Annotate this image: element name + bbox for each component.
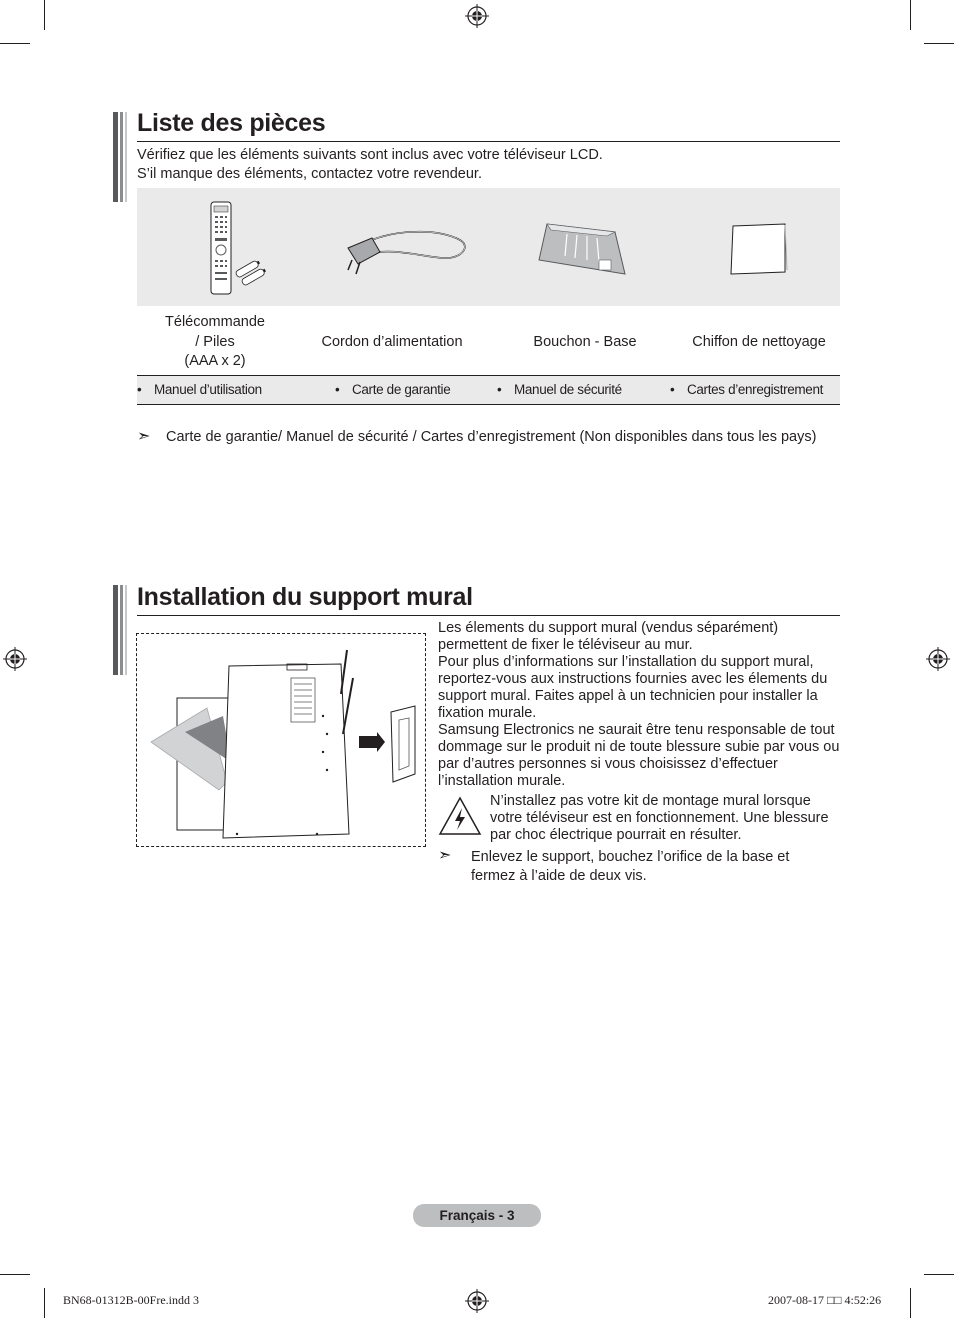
registration-mark-icon <box>465 4 489 28</box>
accessory-item: • Carte de garantie <box>335 382 451 397</box>
accessory-item: • Manuel de sécurité <box>497 382 622 397</box>
crop-mark <box>924 43 954 44</box>
registration-mark-icon <box>926 647 950 671</box>
availability-note: Carte de garantie/ Manuel de sécurité / Cartes d’enregistrement (Non disponibles dans tous les pays) <box>166 429 817 445</box>
part-label-cleaning-cloth: Chiffon de nettoyage <box>692 334 826 350</box>
crop-mark <box>0 1274 30 1275</box>
crop-mark <box>910 1288 911 1318</box>
crop-mark <box>0 43 30 44</box>
footer-file-name: BN68-01312B-00Fre.indd 3 <box>63 1293 199 1307</box>
accessory-item: • Manuel d’utilisation <box>137 382 262 397</box>
description-paragraph: Samsung Electronics ne saurait être tenu responsable de tout dommage sur le produit ni de toute blessure subie par vous ou par d’autres personnes si vous choisissez d’effectuer l’installation murale. <box>438 722 840 789</box>
wall-mount-diagram-icon <box>137 634 425 846</box>
accessory-item: • Cartes d’enregistrement <box>670 382 824 397</box>
cleaning-cloth-icon <box>727 222 789 278</box>
description-paragraph: Pour plus d’informations sur l’installation du support mural, reportez-vous aux instructions fournies avec les élements du support mural. Faites appel à un technicien pour installer la fixation murale. <box>438 654 828 721</box>
page-number-badge: Français - 3 <box>413 1204 541 1227</box>
electric-shock-warning-icon <box>438 796 482 836</box>
description-paragraph: Les élements du support mural (vendus séparément) permettent de fixer le téléviseur au mur. <box>438 620 779 653</box>
section-rule <box>137 141 840 142</box>
power-cord-icon <box>342 222 470 278</box>
parts-illustration-panel <box>137 188 840 306</box>
footer-timestamp: 2007-08-17 □□ 4:52:26 <box>768 1293 882 1307</box>
section-rule <box>137 615 840 616</box>
warning-text: N’installez pas votre kit de montage mural lorsque votre téléviseur est en fonctionnement. Une blessure par choc électrique pourrait en résulter. <box>490 793 829 843</box>
note-arrow-icon: ➣ <box>137 428 151 445</box>
part-label-power-cord: Cordon d’alimentation <box>321 334 463 350</box>
intro-text <box>137 146 603 184</box>
accessories-rule <box>137 404 840 405</box>
base-cover-icon <box>537 216 629 278</box>
section-bar <box>113 585 129 675</box>
tip-arrow-icon: ➣ <box>438 847 452 864</box>
intro-line: Vérifiez que les éléments suivants sont inclus avec votre téléviseur LCD. <box>137 147 603 163</box>
wall-mount-illustration <box>136 633 426 847</box>
crop-mark <box>44 1288 45 1318</box>
tip-text: Enlevez le support, bouchez l’orifice de la base et fermez à l’aide de deux vis. <box>471 849 790 884</box>
registration-mark-icon <box>3 647 27 671</box>
remote-control-icon <box>207 200 269 298</box>
section-bar <box>113 112 129 202</box>
crop-mark <box>924 1274 954 1275</box>
section-title: Liste des pièces <box>137 109 326 137</box>
crop-mark <box>44 0 45 30</box>
crop-mark <box>910 0 911 30</box>
registration-mark-icon <box>465 1289 489 1313</box>
part-label-base-cover: Bouchon - Base <box>533 334 637 350</box>
accessories-rule <box>137 375 840 376</box>
part-label-remote: Télécommande / Piles (AAA x 2) <box>165 314 265 369</box>
intro-line: S’il manque des éléments, contactez votre revendeur. <box>137 166 482 182</box>
section-title: Installation du support mural <box>137 583 473 611</box>
wall-mount-description <box>438 620 842 790</box>
